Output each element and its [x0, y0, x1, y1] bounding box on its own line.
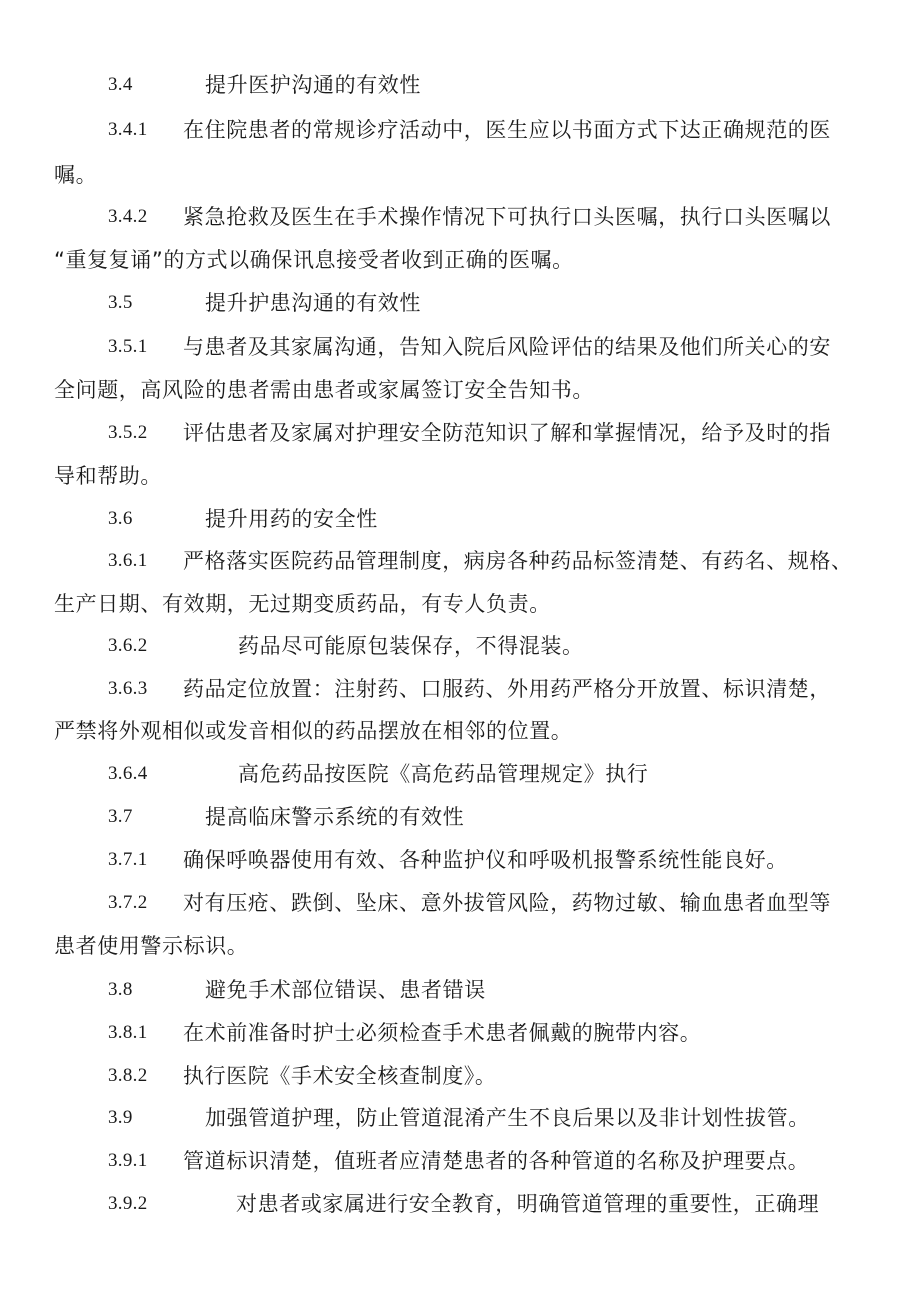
section-title: 提升医护沟通的有效性	[205, 73, 421, 97]
item-line	[0, 541, 920, 581]
item-number: 3.5.2	[108, 422, 148, 443]
section-number: 3.9	[108, 1107, 133, 1128]
item-line	[0, 840, 920, 880]
item-line	[0, 1184, 920, 1224]
section-title: 加强管道护理，防止管道混淆产生不良后果以及非计划性拔管。	[205, 1106, 810, 1130]
section-number: 3.6	[108, 508, 133, 529]
section-heading	[0, 797, 920, 837]
section-title: 提升用药的安全性	[205, 507, 378, 531]
item-number: 3.4.2	[108, 206, 148, 227]
item-text: 高危药品按医院《高危药品管理规定》执行	[238, 762, 649, 786]
section-number: 3.7	[108, 806, 133, 827]
item-text: 在住院患者的常规诊疗活动中，医生应以书面方式下达正确规范的医	[183, 118, 831, 142]
item-number: 3.6.1	[108, 550, 148, 571]
item-text: 对有压疮、跌倒、坠床、意外拔管风险，药物过敏、输血患者血型等	[183, 891, 831, 915]
item-continuation	[0, 584, 920, 624]
item-line	[0, 883, 920, 923]
item-continuation	[0, 240, 920, 280]
item-line	[0, 669, 920, 709]
item-line	[0, 1056, 920, 1096]
item-text: 紧急抢救及医生在手术操作情况下可执行口头医嘱，执行口头医嘱以	[183, 205, 831, 229]
item-continuation-text: 患者使用警示标识。	[54, 934, 249, 958]
item-continuation	[0, 456, 920, 496]
item-text: 与患者及其家属沟通，告知入院后风险评估的结果及他们所关心的安	[183, 335, 831, 359]
item-number: 3.6.4	[108, 763, 148, 784]
item-line	[0, 110, 920, 150]
item-line	[0, 413, 920, 453]
item-continuation-text: 生产日期、有效期，无过期变质药品，有专人负责。	[54, 592, 551, 616]
item-number: 3.6.2	[108, 635, 148, 656]
item-continuation-text: 严禁将外观相似或发音相似的药品摆放在相邻的位置。	[54, 719, 573, 743]
item-number: 3.6.3	[108, 678, 148, 699]
item-continuation-text: 全问题，高风险的患者需由患者或家属签订安全告知书。	[54, 378, 594, 402]
item-number: 3.7.1	[108, 849, 148, 870]
item-continuation-text: “重复复诵”的方式以确保讯息接受者收到正确的医嘱。	[54, 248, 574, 272]
item-line	[0, 327, 920, 367]
item-text: 管道标识清楚，值班者应清楚患者的各种管道的名称及护理要点。	[183, 1149, 810, 1173]
section-title: 提高临床警示系统的有效性	[205, 805, 465, 829]
item-text: 药品尽可能原包装保存，不得混装。	[238, 634, 584, 658]
item-text: 执行医院《手术安全核查制度》。	[183, 1064, 497, 1088]
item-text: 药品定位放置：注射药、口服药、外用药严格分开放置、标识清楚，	[183, 677, 831, 701]
section-title: 提升护患沟通的有效性	[205, 291, 421, 315]
item-text: 确保呼唤器使用有效、各种监护仪和呼吸机报警系统性能良好。	[183, 848, 788, 872]
item-continuation-text: 导和帮助。	[54, 464, 162, 488]
item-continuation	[0, 926, 920, 966]
item-line	[0, 754, 920, 794]
item-number: 3.8.1	[108, 1022, 148, 1043]
section-number: 3.8	[108, 979, 133, 1000]
item-continuation	[0, 155, 920, 195]
item-number: 3.4.1	[108, 119, 148, 140]
item-text: 严格落实医院药品管理制度，病房各种药品标签清楚、有药名、规格、	[183, 549, 853, 573]
item-number: 3.9.1	[108, 1150, 148, 1171]
item-continuation-text: 嘱。	[54, 163, 98, 187]
item-continuation	[0, 370, 920, 410]
section-heading	[0, 1098, 920, 1138]
item-number: 3.9.2	[108, 1193, 148, 1214]
item-text: 评估患者及家属对护理安全防范知识了解和掌握情况，给予及时的指	[183, 421, 831, 445]
item-number: 3.7.2	[108, 892, 148, 913]
item-line	[0, 1013, 920, 1053]
item-line	[0, 197, 920, 237]
item-number: 3.5.1	[108, 336, 148, 357]
section-number: 3.4	[108, 74, 133, 95]
section-heading	[0, 283, 920, 323]
section-heading	[0, 970, 920, 1010]
item-line	[0, 626, 920, 666]
item-continuation	[0, 711, 920, 751]
section-heading	[0, 65, 920, 105]
section-number: 3.5	[108, 292, 133, 313]
section-title: 避免手术部位错误、患者错误	[205, 978, 486, 1002]
item-text: 对患者或家属进行安全教育，明确管道管理的重要性，正确理	[236, 1192, 820, 1216]
item-number: 3.8.2	[108, 1065, 148, 1086]
section-heading	[0, 499, 920, 539]
item-line	[0, 1141, 920, 1181]
item-text: 在术前准备时护士必须检查手术患者佩戴的腕带内容。	[183, 1021, 702, 1045]
